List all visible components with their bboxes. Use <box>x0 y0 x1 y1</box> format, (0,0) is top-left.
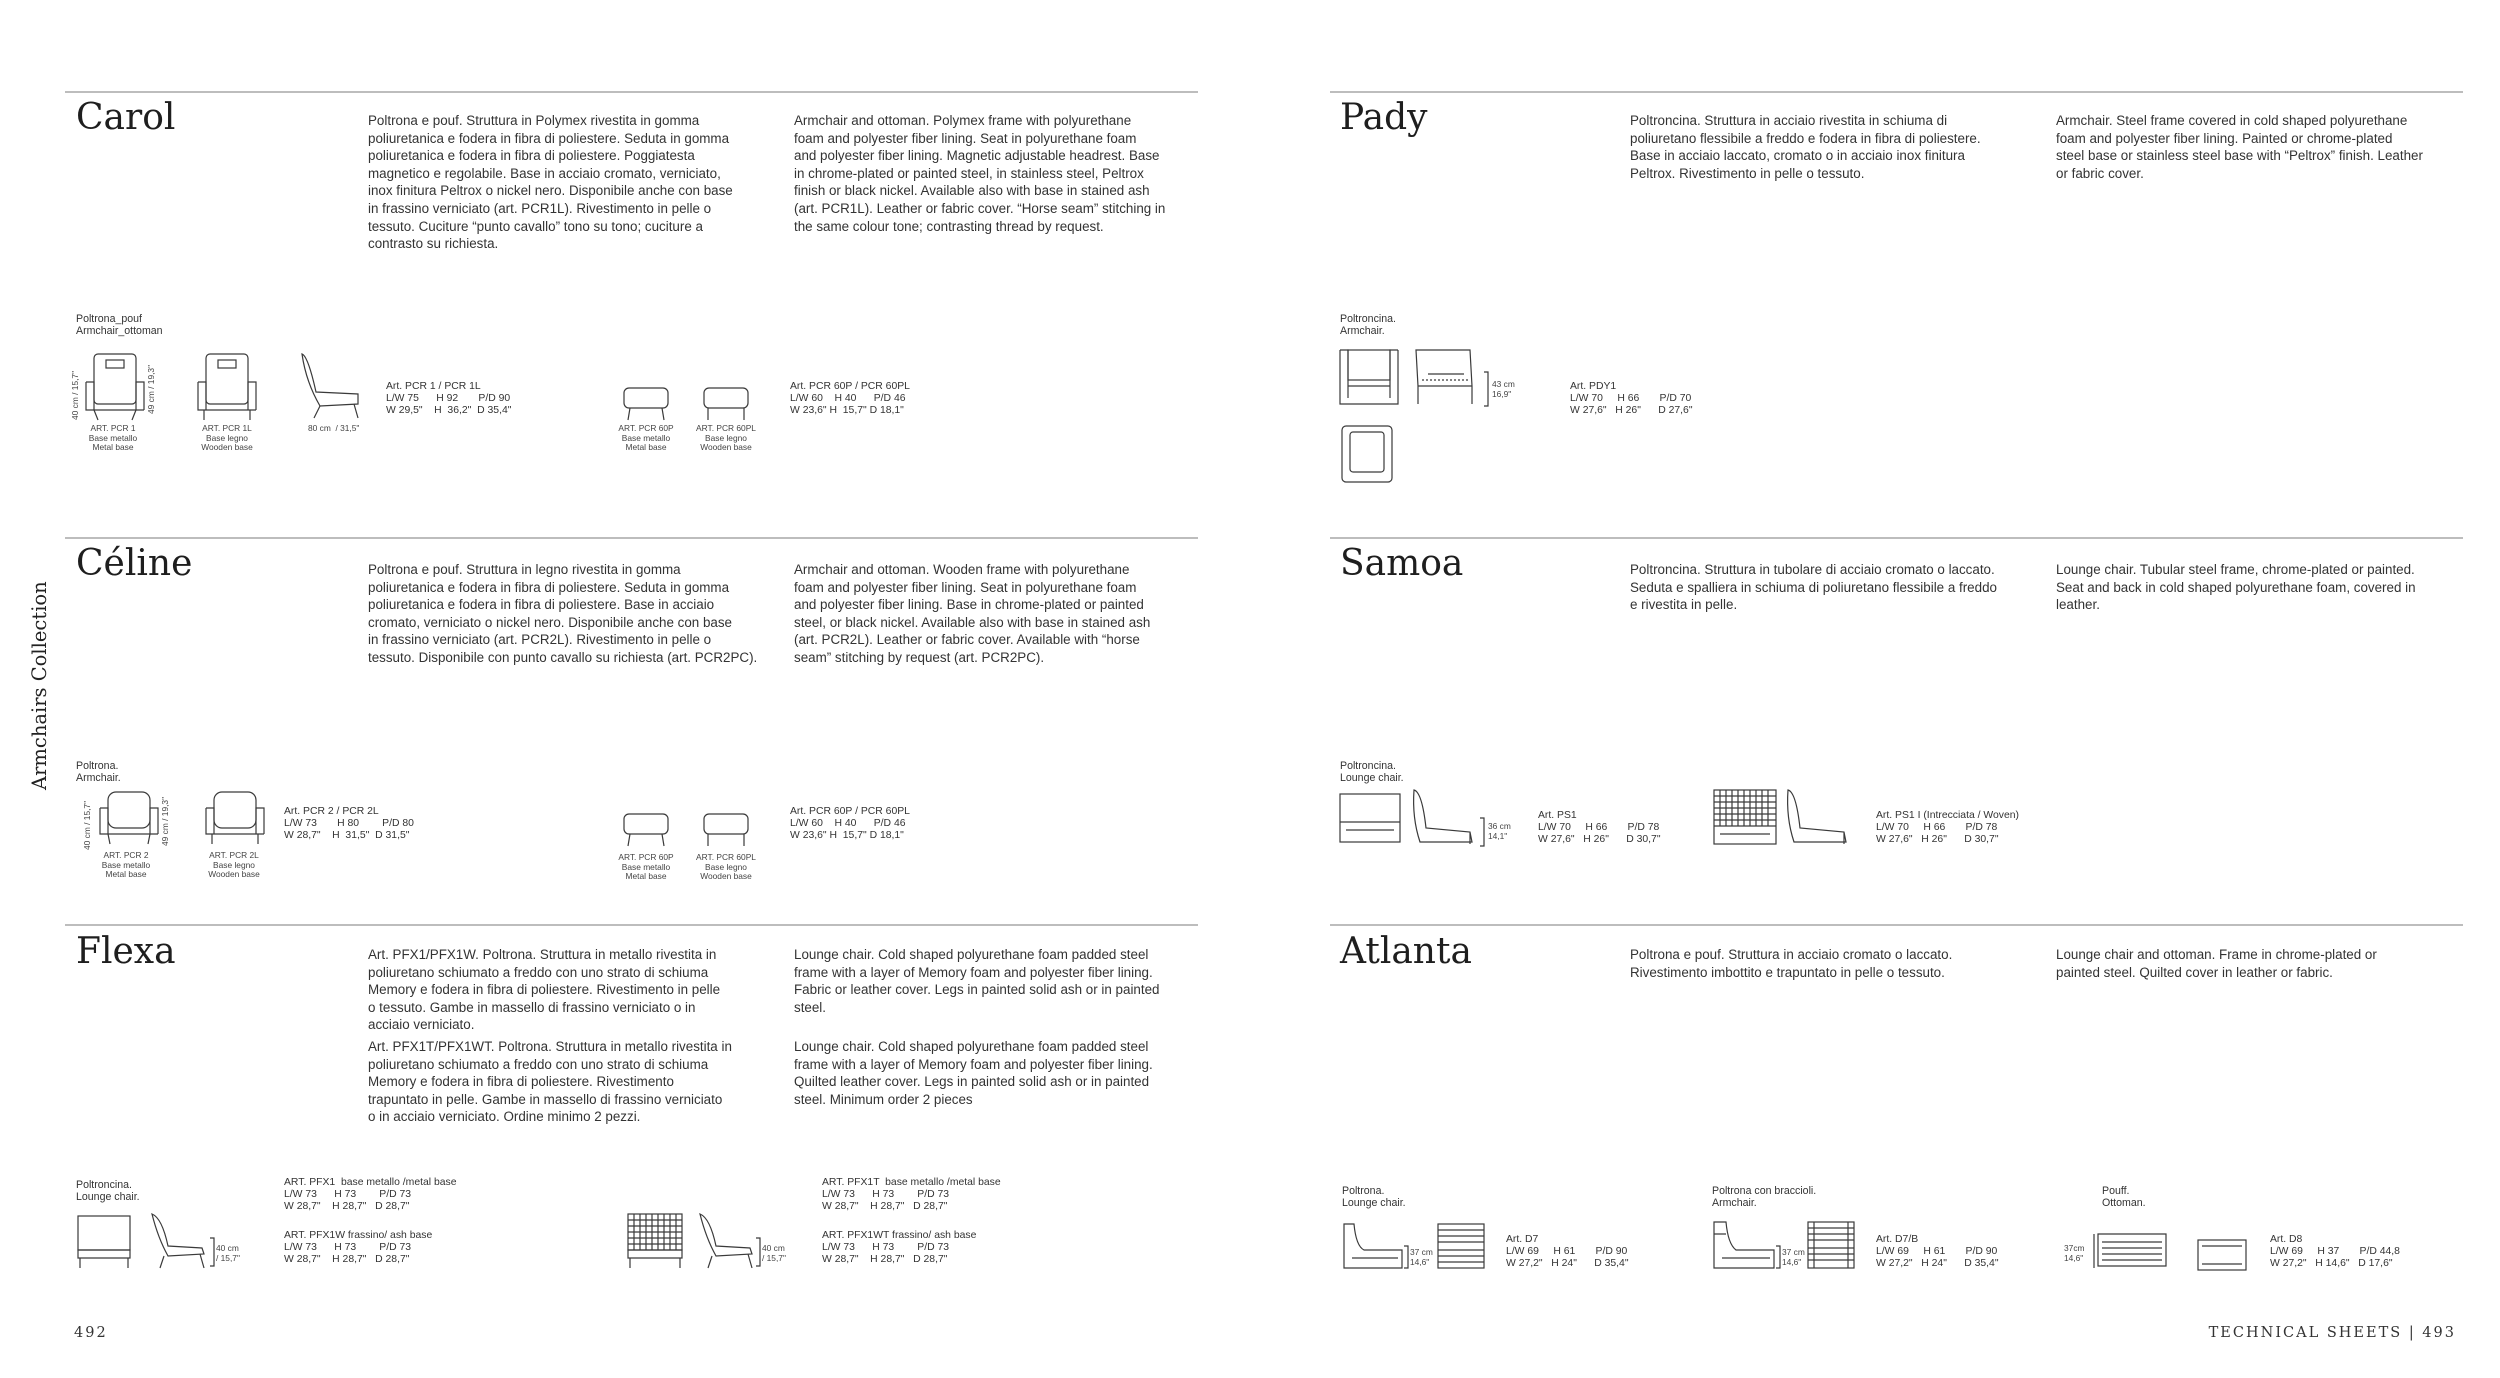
type-label: Poltroncina. Armchair. <box>1340 313 1396 337</box>
product-title-carol: Carol <box>76 97 176 138</box>
type-label: Poltroncina. Lounge chair. <box>76 1179 140 1203</box>
armchair-side-drawing <box>1414 346 1476 408</box>
description-italian: Art. PFX1T/PFX1WT. Poltrona. Struttura in metallo rivestita in poliuretano schiumato a freddo con uno strato di schiuma Memory e fodera in fibra di poliestere. Rivestimento trapuntato in pelle. Gambe in massello di frassino verniciato o in acciaio verniciato. Ordine minimo 2 pezzi. <box>368 1039 732 1125</box>
description-english: Lounge chair. Tubular steel frame, chrome-plated or painted. Seat and back in cold shaped polyurethane foam, covered in leather. <box>2056 562 2416 613</box>
armchair-side-drawing <box>1712 1220 1776 1270</box>
section-divider <box>65 91 1198 93</box>
description-italian: Poltrona e pouf. Struttura in legno rivestita in gomma poliuretanica e fodera in fibra di poliestere. Seduta in gomma poliuretanica e fodera in fibra di poliestere. Base in acciaio cromato, verniciato o nickel nero. Disponibile anche con base in frassino verniciato (art. PCR2L). Rivestimento in pelle o tessuto. Disponibile con punto cavallo su richiesta (art. PCR2PC). <box>368 562 758 665</box>
article-caption: ART. PCR 60PL Base legno Wooden base <box>696 852 756 881</box>
article-caption: ART. PCR 60PL Base legno Wooden base <box>696 423 756 452</box>
armchair-front-drawing <box>1806 1220 1856 1270</box>
spec-block: ART. PFX1W frassino/ ash base L/W 73 H 73 P/D 73 W 28,7" H 28,7" D 28,7" <box>284 1230 433 1265</box>
collection-title: Armchairs Collection <box>28 581 51 790</box>
description-english: Armchair and ottoman. Polymex frame with polyurethane foam and polyester fiber lining. Seat in polyurethane foam and polyester fiber lining. Magnetic adjustable headrest. Base in chrome-plated or painted steel, in stainless steel, Peltrox finish or black nickel. Available also with base in stained ash (art. PCR1L). Leather or fabric cover. “Horse seam” stitching in the same colour tone; contrasting thread by request. <box>794 113 1166 234</box>
armchair-front-drawing <box>98 790 160 846</box>
type-label: Poltrona. Lounge chair. <box>1342 1185 1406 1209</box>
dimension-label: 40 cm / 15,7" <box>762 1243 786 1263</box>
armchair-side-drawing <box>298 352 362 420</box>
description-english: Lounge chair and ottoman. Frame in chrome-plated or painted steel. Quilted cover in leather or fabric. <box>2056 947 2377 980</box>
dimension-label: 80 cm / 31,5" <box>308 423 360 433</box>
type-label: Poltrona_pouf Armchair_ottoman <box>76 313 163 337</box>
dimension-label: 37cm 14,6" <box>2064 1243 2085 1263</box>
description-italian: Poltroncina. Struttura in tubolare di acciaio cromato o laccato. Seduta e spalliera in schiuma di poliuretano flessibile a freddo e rivestita in pelle. <box>1630 562 1997 613</box>
page-number-left: 492 <box>74 1325 108 1341</box>
spec-block: Art. PCR 60P / PCR 60PL L/W 60 H 40 P/D 46 W 23,6" H 15,7" D 18,1" <box>790 806 910 841</box>
dimension-label: 49 cm / 19,3" <box>146 364 156 414</box>
ottoman-wood-drawing <box>702 386 750 426</box>
section-divider <box>1330 537 2463 539</box>
type-label: Poltroncina. Lounge chair. <box>1340 760 1404 784</box>
dimension-label: 40 cm / 15,7" <box>216 1243 240 1263</box>
spec-block: Art. PCR 60P / PCR 60PL L/W 60 H 40 P/D 46 W 23,6" H 15,7" D 18,1" <box>790 381 910 416</box>
spec-block: Art. PCR 2 / PCR 2L L/W 73 H 80 P/D 80 W 28,7" H 31,5" D 31,5" <box>284 806 414 841</box>
dimension-label: 36 cm 14,1" <box>1488 821 1511 841</box>
armchair-wood-drawing <box>196 352 258 422</box>
lounge-chair-side-drawing <box>1410 788 1476 846</box>
spec-block: ART. PFX1T base metallo /metal base L/W 73 H 73 P/D 73 W 28,7" H 28,7" D 28,7" <box>822 1177 1001 1212</box>
description-english: Armchair and ottoman. Wooden frame with polyurethane foam and polyester fiber lining. Seat in polyurethane foam and polyester fiber lining. Base in chrome-plated or painted steel, or black nickel. Available also with base in stained ash (art. PCR2L). Leather or fabric cover. Available with “horse seam” stitching by request (art. PCR2PC). <box>794 562 1151 665</box>
type-label: Poltrona con braccioli. Armchair. <box>1712 1185 1817 1209</box>
description-italian: Poltroncina. Struttura in acciaio rivestita in schiuma di poliuretano flessibile a freddo e fodera in fibra di poliestere. Base in acciaio laccato, cromato o in acciaio inox finitura Peltrox. Rivestimento in pelle o tessuto. <box>1630 113 1981 181</box>
spec-block: Art. PDY1 L/W 70 H 66 P/D 70 W 27,6" H 26" D 27,6" <box>1570 381 1693 416</box>
dimension-bracket <box>1480 818 1486 848</box>
page-number-right: TECHNICAL SHEETS | 493 <box>2208 1325 2456 1341</box>
article-caption: ART. PCR 60P Base metallo Metal base <box>618 852 674 881</box>
ottoman-metal-drawing <box>622 812 670 852</box>
description-english: Lounge chair. Cold shaped polyurethane foam padded steel frame with a layer of Memory foam and polyester fiber lining. Quilted leather cover. Legs in painted solid ash or in painted steel. Minimum order 2 pieces <box>794 1039 1153 1107</box>
section-divider <box>65 537 1198 539</box>
article-caption: ART. PCR 2 Base metallo Metal base <box>101 850 151 879</box>
woven-lounge-chair-side-drawing <box>1784 788 1850 846</box>
article-caption: ART. PCR 1L Base legno Wooden base <box>201 423 253 452</box>
ottoman-side-drawing <box>2092 1232 2172 1272</box>
ottoman-front-drawing <box>2196 1238 2248 1272</box>
spec-block: Art. D8 L/W 69 H 37 P/D 44,8 W 27,2" H 14,6" D 17,6" <box>2270 1234 2400 1269</box>
section-divider <box>1330 924 2463 926</box>
article-caption: ART. PCR 60P Base metallo Metal base <box>618 423 674 452</box>
quilted-lounge-chair-front-drawing <box>624 1212 686 1270</box>
ottoman-metal-drawing <box>622 386 670 426</box>
section-divider <box>65 924 1198 926</box>
description-italian: Art. PFX1/PFX1W. Poltrona. Struttura in metallo rivestita in poliuretano schiumato a freddo con uno strato di schiuma Memory e fodera in fibra di poliestere. Rivestimento in pelle o tessuto. Gambe in massello di frassino verniciato o in acciaio verniciato. <box>368 947 721 1033</box>
article-caption: ART. PCR 2L Base legno Wooden base <box>208 850 260 879</box>
lounge-chair-front-drawing <box>1436 1222 1486 1270</box>
dimension-label: 37 cm 14,6" <box>1410 1247 1433 1267</box>
spec-block: Art. PS1 I (Intrecciata / Woven) L/W 70 H 66 P/D 78 W 27,6" H 26" D 30,7" <box>1876 810 2020 845</box>
lounge-chair-side-drawing <box>150 1212 210 1270</box>
product-title-samoa: Samoa <box>1340 543 1464 584</box>
armchair-top-drawing <box>1340 424 1394 484</box>
dimension-label: 43 cm 16,9" <box>1492 379 1515 399</box>
spec-block: Art. PS1 L/W 70 H 66 P/D 78 W 27,6" H 26" D 30,7" <box>1538 810 1661 845</box>
lounge-chair-front-drawing <box>74 1214 134 1270</box>
dimension-label: 49 cm / 19,3" <box>160 796 170 846</box>
dimension-label: 37 cm 14,6" <box>1782 1247 1805 1267</box>
lounge-chair-front-drawing <box>1338 792 1402 844</box>
product-title-flexa: Flexa <box>76 931 176 972</box>
spec-block: Art. D7 L/W 69 H 61 P/D 90 W 27,2" H 24" D 35,4" <box>1506 1234 1629 1269</box>
quilted-lounge-chair-side-drawing <box>698 1212 758 1270</box>
product-title-atlanta: Atlanta <box>1340 931 1472 972</box>
description-english: Lounge chair. Cold shaped polyurethane foam padded steel frame with a layer of Memory foam and polyester fiber lining. Fabric or leather cover. Legs in painted solid ash or in painted steel. <box>794 947 1160 1015</box>
armchair-front-drawing <box>84 352 146 422</box>
lounge-chair-side-drawing <box>1342 1222 1404 1270</box>
woven-lounge-chair-front-drawing <box>1712 788 1778 846</box>
spec-block: ART. PFX1 base metallo /metal base L/W 73 H 73 P/D 73 W 28,7" H 28,7" D 28,7" <box>284 1177 457 1212</box>
spec-block: Art. PCR 1 / PCR 1L L/W 75 H 92 P/D 90 W 29,5" H 36,2" D 35,4" <box>386 381 512 416</box>
description-italian: Poltrona e pouf. Struttura in Polymex rivestita in gomma poliuretanica e fodera in fibra di poliestere. Seduta in gomma poliuretanica e fodera in fibra di poliestere. Poggiatesta magnetico e regolabile. Base in acciaio cromato, verniciato, inox finitura Peltrox o nickel nero. Disponibile anche con base in frassino verniciato (art. PCR1L). Rivestimento in pelle o tessuto. Cuciture “punto cavallo” tono su tono; cuciture a contrasto su richiesta. <box>368 113 733 252</box>
armchair-wood-drawing <box>204 790 266 846</box>
type-label: Poltrona. Armchair. <box>76 760 121 784</box>
ottoman-wood-drawing <box>702 812 750 852</box>
description-italian: Poltrona e pouf. Struttura in acciaio cromato o laccato. Rivestimento imbottito e trapuntato in pelle o tessuto. <box>1630 947 1953 980</box>
description-english: Armchair. Steel frame covered in cold shaped polyurethane foam and polyester fiber lining. Painted or chrome-plated steel base or stainless steel base with “Peltrox” finish. Leather or fabric cover. <box>2056 113 2423 181</box>
dimension-label: 40 cm / 15,7" <box>70 370 80 420</box>
dimension-bracket <box>1484 372 1490 408</box>
type-label: Pouff. Ottoman. <box>2102 1185 2146 1209</box>
article-caption: ART. PCR 1 Base metallo Metal base <box>88 423 138 452</box>
spec-block: ART. PFX1WT frassino/ ash base L/W 73 H 73 P/D 73 W 28,7" H 28,7" D 28,7" <box>822 1230 977 1265</box>
product-title-celine: Céline <box>76 543 193 584</box>
product-title-pady: Pady <box>1340 97 1428 138</box>
dimension-label: 40 cm / 15,7" <box>82 800 92 850</box>
section-divider <box>1330 91 2463 93</box>
spec-block: Art. D7/B L/W 69 H 61 P/D 90 W 27,2" H 24" D 35,4" <box>1876 1234 1999 1269</box>
armchair-front-drawing <box>1338 346 1400 408</box>
